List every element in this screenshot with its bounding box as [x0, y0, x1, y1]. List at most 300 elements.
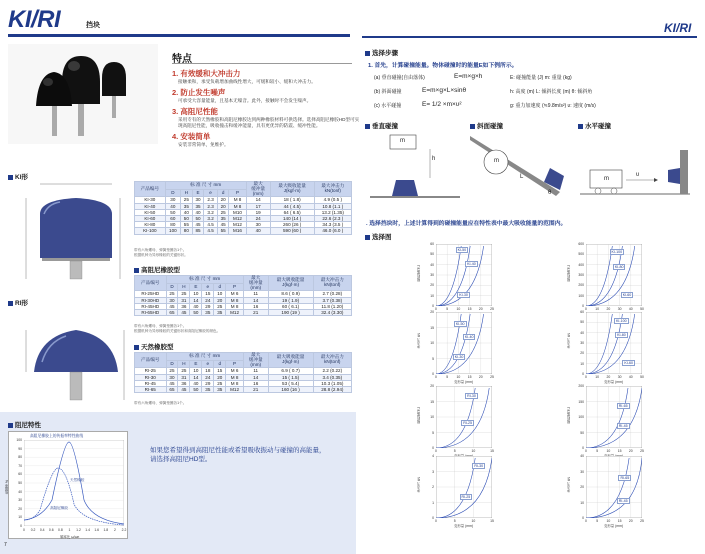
- ytick-label: 10: [430, 341, 434, 345]
- xtick-label: 0: [585, 307, 587, 311]
- damping-ytick: 50: [18, 481, 22, 485]
- features-list: [172, 66, 362, 148]
- ytick-label: 0: [582, 516, 584, 520]
- chart-plot: [586, 386, 642, 448]
- table-cell: M12: [226, 386, 244, 392]
- table-cell: 40: [190, 303, 202, 309]
- series-label: KI-50: [457, 248, 467, 253]
- table-cell: 29: [202, 380, 214, 386]
- table-cell: 25: [214, 303, 226, 309]
- feature-item: [172, 87, 362, 104]
- feature-desc: 安装非常简单，免维护。: [178, 142, 229, 147]
- table-cell: 32.4 (3.30): [313, 309, 351, 315]
- table-cell: 590 (60 ): [270, 228, 314, 234]
- table-cell: 35: [217, 215, 229, 221]
- square-bullet-icon: [134, 268, 139, 273]
- table-cell: 260 (26 ): [270, 222, 314, 228]
- table-cell: 14: [190, 374, 202, 380]
- feature-desc: 接触柔和，承受负载增加曲线性增大，可缓和较小、缓和大冲击力。: [178, 79, 316, 84]
- xtick-label: 25: [640, 449, 644, 453]
- ytick-label: 20: [580, 485, 584, 489]
- ytick-label: 200: [578, 283, 584, 288]
- table-cell: 2.3: [204, 203, 217, 209]
- xtick-label: 10: [595, 375, 600, 379]
- ki-drawing: [20, 180, 130, 285]
- note-line: 带有六角螺母、弹簧垫圈各1个。: [134, 248, 187, 252]
- ytick-label: 20: [430, 283, 434, 288]
- table-cell: M10: [229, 209, 246, 215]
- table-cell: 64 ( 6.5): [270, 209, 314, 215]
- xtick-label: 15: [467, 375, 472, 379]
- table-header-cell: e: [204, 189, 217, 197]
- table-cell: 100: [165, 228, 180, 234]
- table-cell: M16: [229, 228, 246, 234]
- selection-chart: [567, 384, 644, 453]
- table-cell: 24: [202, 297, 214, 303]
- damping-xtick: 1.4: [85, 528, 90, 532]
- series-label: RI-25: [463, 421, 472, 426]
- series-label: KI-100: [616, 319, 627, 324]
- damping-ytick: 10: [18, 515, 22, 520]
- xtick-label: 20: [606, 375, 611, 379]
- table-cell: 3.2: [204, 209, 217, 215]
- xtick-label: 10: [456, 307, 461, 311]
- table-cell: 60: [165, 215, 180, 221]
- xtick-label: 10: [606, 519, 611, 523]
- table-header-group: 标 准 尺 寸 mm: [166, 353, 243, 361]
- selection-chart: [567, 310, 644, 384]
- case-vertical-text: 垂直碰撞: [372, 123, 398, 130]
- table-cell: RI-65: [135, 386, 167, 392]
- xtick-label: 15: [490, 449, 494, 453]
- table-header-cell: e: [202, 360, 214, 368]
- ki-spec-table: [134, 181, 352, 235]
- table-header-cell: 最大 缓冲量 (mm): [243, 353, 268, 368]
- damping-plot: [24, 440, 124, 526]
- table2-notes: [134, 324, 220, 334]
- ytick-label: 60: [580, 310, 584, 314]
- table-cell: 22.6 (2.3 ): [314, 215, 351, 221]
- table-cell: 30: [166, 297, 178, 303]
- incline-collision-diagram: [470, 132, 570, 200]
- ytick-label: 600: [578, 242, 584, 246]
- ri-drawing: [20, 306, 130, 406]
- brand-right: KI/RI: [664, 21, 692, 35]
- ytick-label: 40: [430, 262, 434, 267]
- square-bullet-icon: [365, 51, 370, 56]
- ytick-label: 15: [430, 325, 434, 330]
- ytick-label: 500: [578, 252, 584, 257]
- selection-chart: [417, 310, 494, 384]
- formula-vars: E: 碰撞能量 (J) m: 重量 (kg): [510, 75, 572, 81]
- table-header-cell: 产品编号: [135, 182, 166, 197]
- brand-left: KI/RI: [8, 6, 61, 33]
- table-cell: 4.5: [204, 222, 217, 228]
- feature-item: [172, 68, 362, 85]
- table-cell: 20: [217, 203, 229, 209]
- table-row: [135, 228, 352, 234]
- table-cell: 25: [178, 368, 190, 374]
- xtick-label: 20: [628, 449, 633, 453]
- selection-title: [365, 48, 398, 57]
- table-cell: 55: [181, 222, 193, 228]
- series-label: RI-30: [467, 394, 476, 399]
- table-cell: 20: [214, 374, 226, 380]
- ytick-label: 10: [430, 293, 434, 298]
- table-cell: 35: [214, 309, 226, 315]
- case-vertical-label: [365, 121, 398, 130]
- table-cell: 3.2: [204, 215, 217, 221]
- table-cell: 40: [246, 228, 270, 234]
- formula-label: (c) 水平碰撞: [374, 103, 402, 109]
- table-cell: 20: [214, 297, 226, 303]
- xtick-label: 0: [435, 375, 437, 379]
- xtick-label: 0: [585, 519, 587, 523]
- damping-ylabel: 传振率 %: [5, 480, 9, 495]
- series-label: KI-80: [617, 332, 626, 337]
- table-cell: 10: [190, 291, 202, 297]
- formula-label: (b) 斜面碰撞: [374, 89, 402, 95]
- xtick-label: 15: [467, 307, 472, 311]
- horizontal-collision-diagram: [580, 132, 690, 200]
- ri-label-text: RI形: [15, 300, 28, 307]
- y-axis-label: 冲击力 kN: [567, 477, 571, 493]
- table-cell: RI-25: [135, 368, 167, 374]
- table-cell: 14: [243, 297, 268, 303]
- damping-xtick: 0.8: [58, 528, 63, 532]
- xtick-label: 10: [471, 449, 476, 453]
- damping-xtick: 1: [68, 528, 71, 532]
- ytick-label: 10: [580, 500, 584, 505]
- ytick-label: 50: [430, 252, 434, 257]
- table-header-cell: P: [229, 189, 246, 197]
- feature-item: [172, 131, 362, 148]
- table-cell: 35: [181, 203, 193, 209]
- table-cell: 8.6 ( 0.9): [268, 291, 313, 297]
- xtick-label: 5: [596, 449, 599, 453]
- ytick-label: 60: [430, 242, 434, 246]
- table-cell: 46.0 (6.0 ): [314, 228, 351, 234]
- hd-spec-table: [134, 275, 352, 316]
- table-cell: RI-45: [135, 380, 167, 386]
- natural-spec-table: [134, 352, 352, 393]
- table-cell: M 8: [226, 374, 244, 380]
- table-cell: 10: [214, 291, 226, 297]
- table-cell: 2.7 (0.28): [313, 291, 351, 297]
- formula-expr: E=m×g×h: [454, 73, 483, 80]
- table-header-cell: P: [226, 283, 244, 291]
- xtick-label: 40: [628, 307, 633, 311]
- series-label: KI-40: [464, 334, 474, 339]
- table-header-cell: 最大吸收能量 J(kgf·m): [268, 353, 313, 368]
- table-cell: 25: [217, 209, 229, 215]
- table-cell: M 8: [226, 380, 244, 386]
- ytick-label: 100: [578, 293, 584, 298]
- ytick-label: 40: [580, 454, 584, 458]
- table-cell: M 6: [226, 368, 244, 374]
- y-axis-label: 吸收能量 J: [567, 407, 571, 424]
- ytick-label: 0: [582, 446, 584, 450]
- ki-label-text: KI形: [15, 174, 28, 181]
- table-cell: 10.8 (1.1 ): [314, 203, 351, 209]
- selection-chart: [567, 242, 644, 311]
- table-cell: 10: [190, 368, 202, 374]
- table-cell: 2.2 (0.22): [313, 368, 351, 374]
- table-cell: 80: [181, 228, 193, 234]
- ytick-label: 0: [582, 372, 584, 376]
- series-label: KI-40: [467, 262, 476, 267]
- table-header-cell: 最大吸收能量 J(kgf·m): [270, 182, 314, 197]
- table-cell: 40: [190, 380, 202, 386]
- damping-title-text: 阻尼特性: [15, 422, 41, 429]
- table-header-cell: D: [165, 189, 180, 197]
- table-cell: KI-80: [135, 222, 166, 228]
- table-cell: 160 (16 ): [268, 386, 313, 392]
- table-cell: 35: [202, 386, 214, 392]
- table-cell: 16: [243, 380, 268, 386]
- series-label: KI-80: [614, 264, 624, 269]
- table-cell: 3.4 (0.35): [313, 374, 351, 380]
- xtick-label: 20: [606, 307, 611, 311]
- square-bullet-icon: [470, 124, 475, 129]
- table-cell: 19: [246, 209, 270, 215]
- y-axis-label: 吸收能量 J: [567, 265, 571, 282]
- chart-plot: [586, 456, 642, 518]
- note-line: 根据机种为异形橡胶的关键形状和高阻尼橡胶的颜色。: [134, 329, 221, 333]
- damping-ytick: 60: [18, 472, 22, 477]
- table-cell: 45: [192, 222, 204, 228]
- x-axis-label: 变形量 (mm): [604, 524, 624, 528]
- table-cell: 140 (14 ): [270, 215, 314, 221]
- xtick-label: 5: [453, 449, 456, 453]
- ytick-label: 1: [432, 500, 434, 505]
- square-bullet-icon: [8, 175, 13, 180]
- table-header-cell: d: [214, 283, 226, 291]
- table-header-cell: D: [166, 360, 178, 368]
- series-label: RI-65: [618, 404, 628, 409]
- table-cell: M12: [229, 222, 246, 228]
- ytick-label: 0: [432, 304, 434, 308]
- table-cell: 31: [178, 374, 190, 380]
- xtick-label: 25: [640, 519, 644, 523]
- ytick-label: 200: [578, 384, 584, 388]
- ytick-label: 10: [580, 361, 584, 366]
- y-axis-label: 冲击力 kN: [417, 333, 421, 349]
- damping-xtick: 2.2: [121, 528, 127, 532]
- table-cell: 45: [166, 303, 178, 309]
- series-label: KI-60: [624, 361, 633, 366]
- ytick-label: 10: [430, 415, 434, 419]
- table-header-cell: d: [214, 360, 226, 368]
- xtick-label: 10: [595, 307, 600, 311]
- table-header-cell: 最大冲击力 kN(tonf): [313, 353, 351, 368]
- table-cell: 31: [178, 297, 190, 303]
- xtick-label: 0: [585, 449, 587, 453]
- damping-ytick: 100: [16, 438, 22, 442]
- ytick-label: 50: [580, 430, 584, 435]
- table-header-cell: 最大 缓冲量 (mm): [246, 182, 270, 197]
- table-cell: 25: [214, 380, 226, 386]
- damping-xtick: 0.2: [30, 528, 36, 532]
- xtick-label: 15: [490, 519, 494, 523]
- formula-vars: g: 重力加速度 (≒9.8m/s²) υ: 速度 (m/s): [510, 103, 596, 109]
- damping-ytick: 20: [18, 506, 22, 511]
- table-cell: RI-30: [135, 374, 167, 380]
- features-title: 特点: [172, 54, 192, 65]
- ytick-label: 5: [432, 356, 434, 361]
- damping-xtick: 0.4: [39, 528, 45, 532]
- table-cell: RI-65HD: [135, 309, 167, 315]
- x-axis-label: 变形量 (mm): [604, 380, 624, 384]
- product-photo: [8, 44, 158, 144]
- table-cell: 44 ( 4.5): [270, 203, 314, 209]
- table-cell: 29: [202, 303, 214, 309]
- square-bullet-icon: [365, 235, 370, 240]
- table-header-cell: 最大冲击力 kN(tonf): [313, 276, 351, 291]
- xtick-label: 20: [628, 519, 633, 523]
- damping-xtick: 0: [23, 528, 25, 532]
- table-cell: 34.3 (3.5 ): [314, 222, 351, 228]
- table1-notes: [134, 248, 188, 258]
- table-cell: M 8: [229, 197, 246, 203]
- table-cell: M 8: [226, 303, 244, 309]
- series-label: RI-65: [620, 475, 630, 480]
- xtick-label: 25: [490, 307, 494, 311]
- note-line: 带有六角螺母、弹簧垫圈各1个。: [134, 324, 187, 328]
- horizontal-velocity-label: υ: [636, 172, 640, 178]
- table-cell: M12: [229, 215, 246, 221]
- formula-row: [374, 87, 694, 97]
- damping-ytick: 0: [20, 524, 22, 528]
- table-header-cell: 产品编号: [135, 276, 167, 291]
- formula-expr: E= 1/2 ×m×υ²: [422, 101, 462, 108]
- table-cell: 14: [190, 297, 202, 303]
- damping-xtick: 0.6: [48, 528, 54, 532]
- incline-mass-label: m: [494, 158, 499, 164]
- table-cell: KI-40: [135, 203, 166, 209]
- ytick-label: 4: [432, 454, 434, 458]
- case-horizontal-label: [578, 121, 611, 130]
- table-cell: 3.7 (0.38): [313, 297, 351, 303]
- xtick-label: 0: [435, 519, 437, 523]
- table-cell: 80: [165, 222, 180, 228]
- square-bullet-icon: [365, 124, 370, 129]
- table-cell: 45: [217, 222, 229, 228]
- features-title-line: [172, 63, 352, 64]
- ytick-label: 2: [432, 485, 434, 489]
- xtick-label: 20: [478, 307, 483, 311]
- xtick-label: 5: [596, 519, 599, 523]
- note-line: 带有六角螺母、弹簧垫圈各1个。: [134, 401, 187, 405]
- feature-title: 1. 有效缓和大冲击力: [172, 69, 241, 78]
- table-header-cell: H: [178, 360, 190, 368]
- xtick-label: 5: [446, 375, 449, 379]
- table-cell: 45: [178, 386, 190, 392]
- table-cell: 35: [202, 309, 214, 315]
- ytick-label: 30: [580, 469, 584, 474]
- case-horizontal-text: 水平碰撞: [585, 123, 611, 130]
- xtick-label: 0: [435, 449, 437, 453]
- series-label: KI-100: [611, 249, 623, 254]
- header-bar-right: [362, 36, 697, 38]
- table-cell: 40: [165, 203, 180, 209]
- table-cell: 11: [243, 291, 268, 297]
- table-cell: 30: [166, 374, 178, 380]
- table-cell: 13.2 (1.35): [314, 209, 351, 215]
- table-cell: 24: [246, 215, 270, 221]
- table-cell: 35: [214, 386, 226, 392]
- ytick-label: 20: [430, 384, 434, 388]
- series-label: RI-45: [618, 424, 628, 429]
- table-cell: 6.9 ( 0.7): [268, 368, 313, 374]
- table-cell: 50: [181, 215, 193, 221]
- ytick-label: 0: [432, 446, 434, 450]
- ytick-label: 100: [578, 415, 584, 419]
- series-label: RI-30: [474, 464, 484, 469]
- table-row: [135, 309, 352, 315]
- header-subtitle: 挡块: [86, 22, 100, 29]
- table-cell: 36: [178, 380, 190, 386]
- y-axis-label: 冲击力 kN: [567, 333, 571, 349]
- table-cell: M 6: [226, 291, 244, 297]
- table-cell: 50: [192, 215, 204, 221]
- formula-row: [374, 99, 694, 113]
- y-axis-label: 吸收能量 J: [417, 265, 421, 282]
- square-bullet-icon: [134, 345, 139, 350]
- table3-notes: [134, 401, 186, 406]
- table-cell: 21: [243, 386, 268, 392]
- table-cell: 4.9 (0.5 ): [314, 197, 351, 203]
- xtick-label: 20: [478, 375, 483, 379]
- table-cell: KI-60: [135, 215, 166, 221]
- table-cell: 25: [178, 291, 190, 297]
- table-cell: M 8: [229, 203, 246, 209]
- table-cell: 30: [165, 197, 180, 203]
- square-bullet-icon: [578, 124, 583, 129]
- table-cell: 50: [165, 209, 180, 215]
- table-cell: 35: [192, 203, 204, 209]
- xtick-label: 40: [628, 375, 633, 379]
- table-cell: 45: [166, 380, 178, 386]
- table-header-group: 标 准 尺 寸 mm: [165, 182, 246, 190]
- case-incline-text: 斜面碰撞: [477, 123, 503, 130]
- table-header-cell: 最大 缓冲量 (mm): [243, 276, 268, 291]
- table-header-cell: P: [226, 360, 244, 368]
- incline-theta-label: θ: [548, 190, 552, 196]
- ytick-label: 150: [578, 399, 584, 404]
- square-bullet-icon: [8, 423, 13, 428]
- table-cell: 30: [246, 222, 270, 228]
- horizontal-mass-label: m: [604, 176, 609, 182]
- ytick-label: 0: [432, 516, 434, 520]
- xtick-label: 0: [585, 375, 587, 379]
- table-cell: 19 ( 1.9): [268, 297, 313, 303]
- formula-vars: h: 高度 (m) L: 倾斜长度 (m) θ: 倾斜角: [510, 89, 593, 95]
- series-label: KI-60: [622, 293, 632, 298]
- ytick-label: 20: [430, 310, 434, 314]
- table-cell: 11: [243, 368, 268, 374]
- table-cell: 18: [202, 368, 214, 374]
- table2-title-text: 高阻尼橡胶型: [141, 267, 180, 274]
- xtick-label: 50: [640, 375, 644, 379]
- chart-section-title-text: 选择图: [372, 234, 392, 241]
- table-header-cell: 最大冲击力 kN(tonf): [314, 182, 351, 197]
- table-cell: KI-100: [135, 228, 166, 234]
- formula-label: (a) 垂直碰撞(自由落体): [374, 75, 425, 81]
- incline-length-label: L: [520, 174, 524, 180]
- table-cell: 85: [192, 228, 204, 234]
- xtick-label: 50: [640, 307, 644, 311]
